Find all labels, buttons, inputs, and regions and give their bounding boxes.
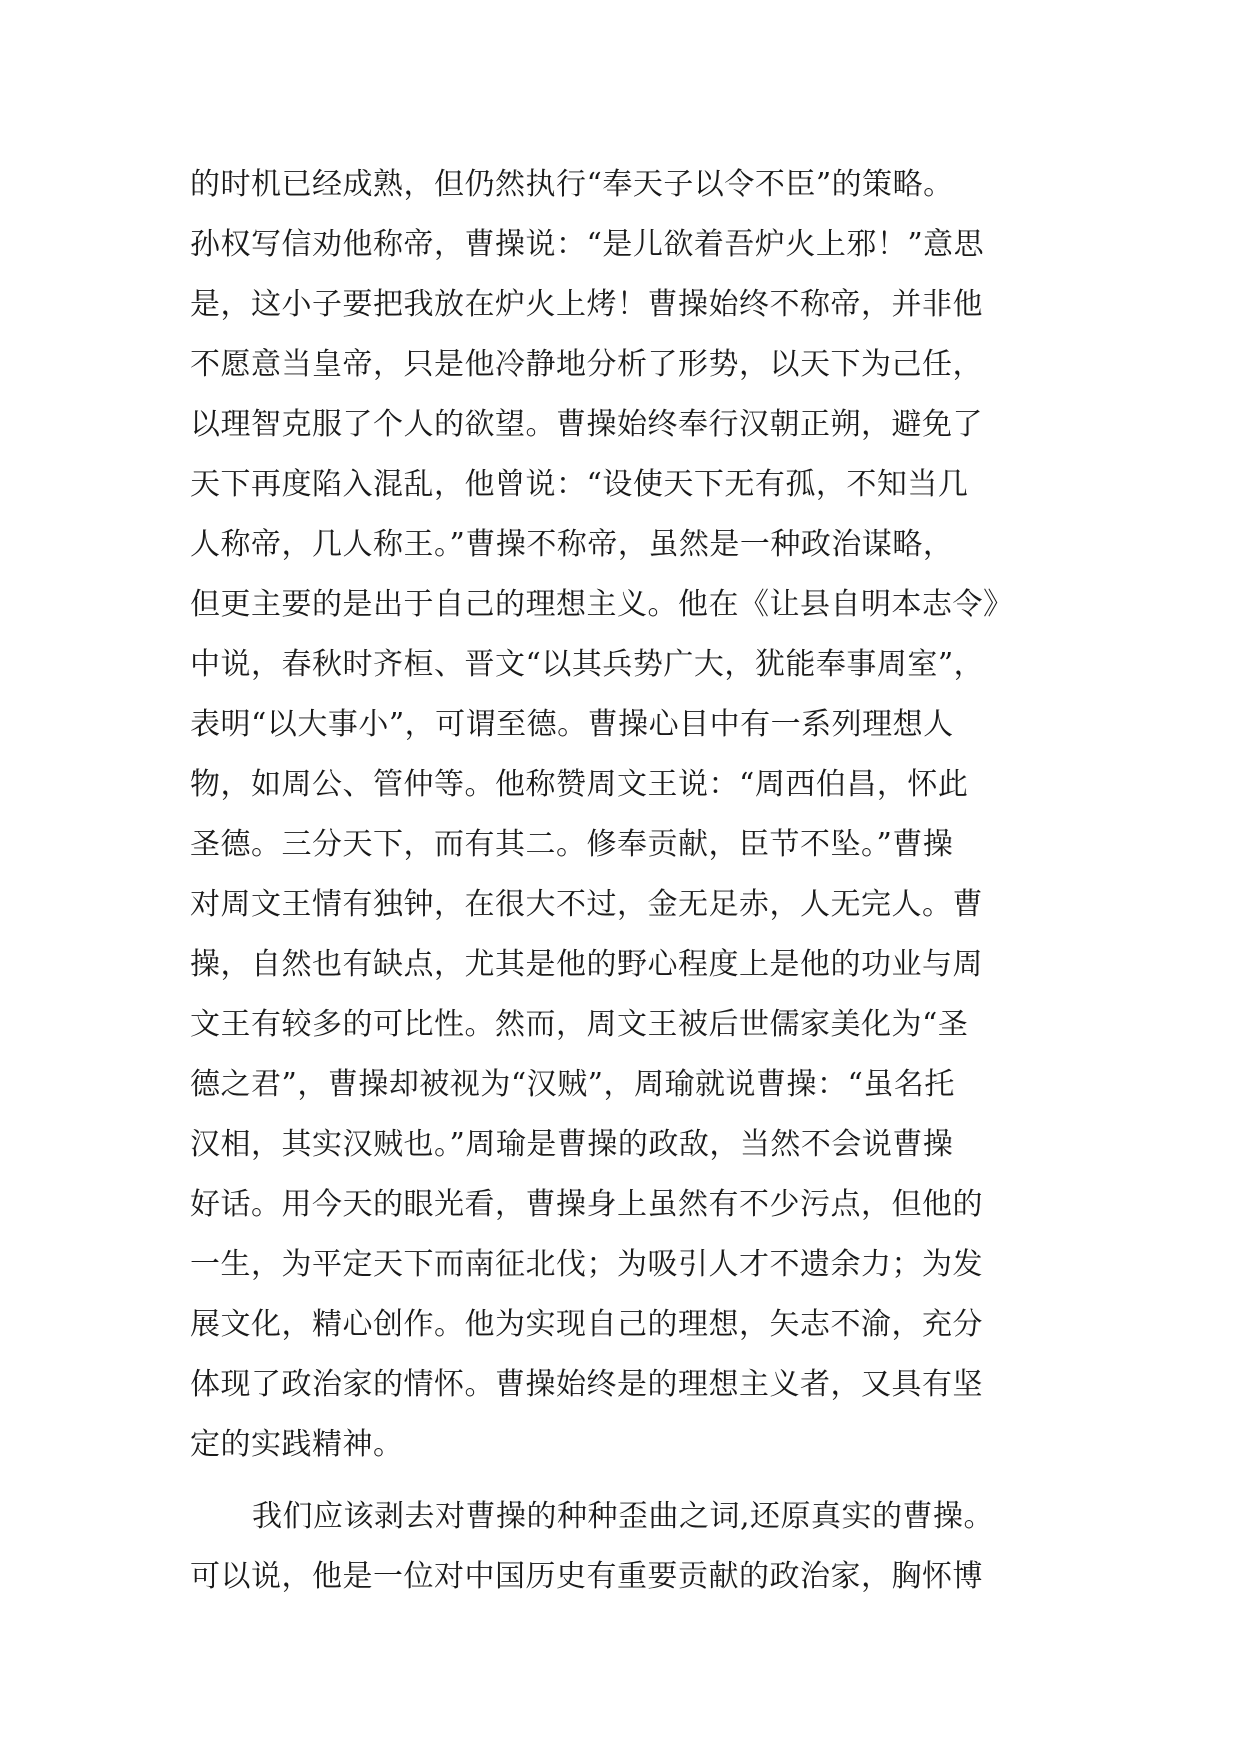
- text-line: 是，这小子要把我放在炉火上烤！曹操始终不称帝，并非他: [190, 287, 983, 322]
- document-body: [190, 155, 1070, 1607]
- text-line: 不愿意当皇帝，只是他冷静地分析了形势，以天下为己任，: [190, 347, 983, 382]
- text-line: 一生，为平定天下而南征北伐；为吸引人才不遗余力；为发: [190, 1247, 983, 1282]
- text-line: 物，如周公、管仲等。他称赞周文王说：“周西伯昌，怀此: [190, 767, 969, 802]
- text-line: 表明“以大事小”，可谓至德。曹操心目中有一系列理想人: [190, 707, 954, 742]
- text-line: 汉相，其实汉贼也。”周瑜是曹操的政敌，当然不会说曹操: [190, 1127, 954, 1162]
- paragraph-first-line: 我们应该剥去对曹操的种种歪曲之词,还原真实的曹操。: [252, 1499, 995, 1534]
- text-line: 以理智克服了个人的欲望。曹操始终奉行汉朝正朔，避免了: [190, 407, 983, 442]
- text-line: 可以说，他是一位对中国历史有重要贡献的政治家，胸怀博: [190, 1559, 983, 1594]
- text-line: 操，自然也有缺点，尤其是他的野心程度上是他的功业与周: [190, 947, 983, 982]
- text-line: 孙权写信劝他称帝，曹操说：“是儿欲着吾炉火上邪！”意思: [190, 227, 985, 262]
- text-line: 德之君”，曹操却被视为“汉贼”，周瑜就说曹操：“虽名托: [190, 1067, 955, 1102]
- text-line: 天下再度陷入混乱，他曾说：“设使天下无有孤，不知当几: [190, 467, 969, 502]
- text-line: 人称帝，几人称王。”曹操不称帝，虽然是一种政治谋略，: [190, 527, 954, 562]
- text-line: 好话。用今天的眼光看，曹操身上虽然有不少污点，但他的: [190, 1187, 983, 1222]
- text-line: 对周文王情有独钟，在很大不过，金无足赤，人无完人。曹: [190, 887, 983, 922]
- text-line: 但更主要的是出于自己的理想主义。他在《让县自明本志令》: [190, 587, 1014, 622]
- text-line: 文王有较多的可比性。然而，周文王被后世儒家美化为“圣: [190, 1007, 969, 1042]
- text-line: 定的实践精神。: [190, 1427, 404, 1462]
- text-line: 的时机已经成熟，但仍然执行“奉天子以令不臣”的策略。: [190, 167, 954, 202]
- text-line: 体现了政治家的情怀。曹操始终是的理想主义者，又具有坚: [190, 1367, 983, 1402]
- text-line: 中说，春秋时齐桓、晋文“以其兵势广大，犹能奉事周室”，: [190, 647, 985, 682]
- text-line: 展文化，精心创作。他为实现自己的理想，矢志不渝，充分: [190, 1307, 983, 1342]
- text-line: 圣德。三分天下，而有其二。修奉贡献，臣节不坠。”曹操: [190, 827, 954, 862]
